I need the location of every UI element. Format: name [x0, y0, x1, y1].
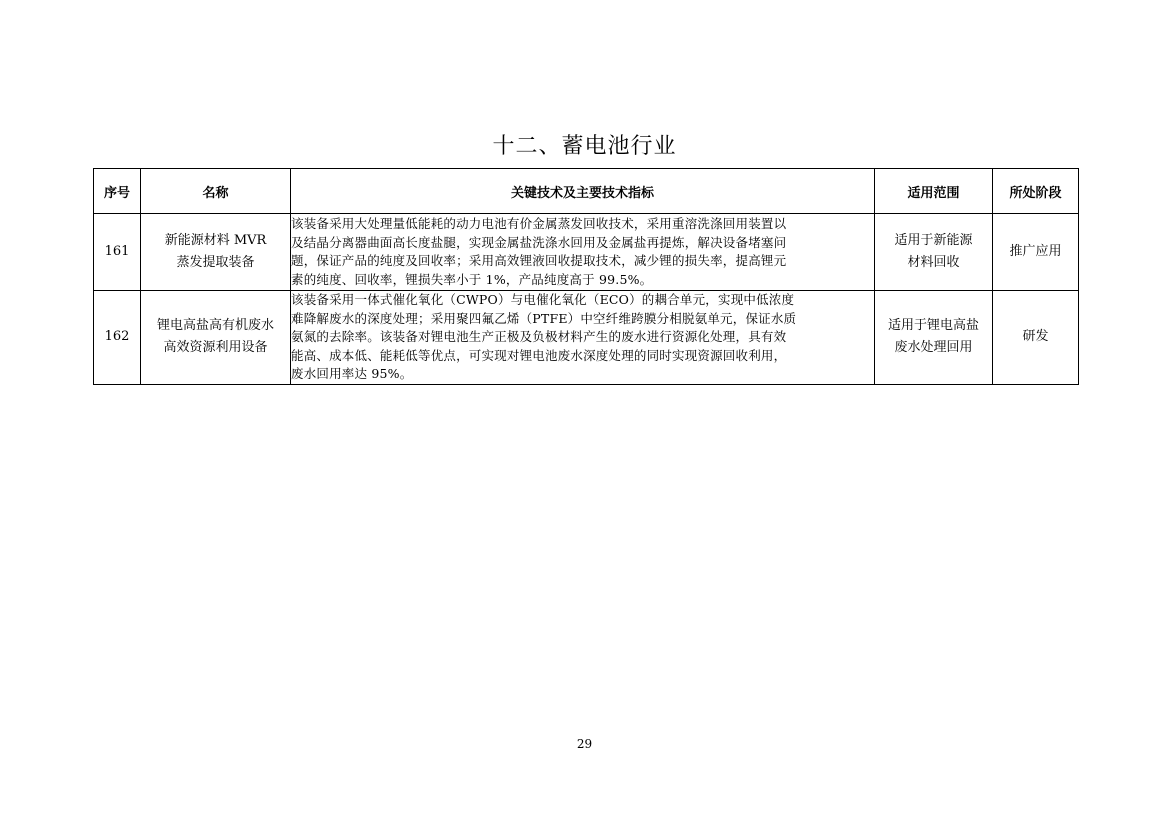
- header-name: 名称: [141, 169, 291, 214]
- description-line: 难降解废水的深度处理；采用聚四氟乙烯（PTFE）中空纤维跨膜分相脱氨单元，保证水质: [291, 310, 797, 326]
- row-no: 162: [94, 291, 141, 385]
- name-line: 新能源材料 MVR: [164, 233, 267, 248]
- header-no: 序号: [94, 169, 141, 214]
- row-description: [291, 291, 875, 385]
- row-scope: [875, 291, 993, 385]
- scope-line: 材料回收: [907, 255, 960, 270]
- page-number: 29: [576, 737, 593, 751]
- row-name: [141, 214, 291, 291]
- description-line: 废水回用率达 95%。: [291, 366, 413, 381]
- name-line: 高效资源利用设备: [163, 340, 268, 356]
- header-scope: 适用范围: [875, 169, 993, 214]
- name-line: 蒸发提取装备: [176, 255, 255, 270]
- row-description: [291, 214, 875, 291]
- description-line: 氨氮的去除率。该装备对锂电池生产正极及负极材料产生的废水进行资源化处理，具有效: [291, 329, 787, 344]
- name-line: 锂电高盐高有机废水: [156, 318, 274, 334]
- row-scope: [875, 214, 993, 291]
- scope-line: 适用于锂电高盐: [887, 318, 979, 334]
- table-row: [94, 291, 1079, 385]
- equipment-table: [93, 168, 1079, 385]
- description-line: 题，保证产品的纯度及回收率；采用高效锂液回收提取技术，减少锂的损失率，提高锂元: [291, 253, 787, 268]
- row-no: 161: [94, 214, 141, 291]
- row-stage: 推广应用: [993, 214, 1079, 291]
- row-name: [141, 291, 291, 385]
- scope-line: 适用于新能源: [894, 233, 973, 248]
- header-stage: 所处阶段: [993, 169, 1079, 214]
- scope-line: 废水处理回用: [894, 340, 973, 356]
- section-title: 十二、蓄电池行业: [492, 134, 677, 159]
- description-line: 能高、成本低、能耗低等优点，可实现对锂电池废水深度处理的同时实现资源回收利用，: [291, 347, 787, 363]
- description-line: 及结晶分离器曲面高长度盐腿，实现金属盐洗涤水回用及金属盐再提炼，解决设备堵塞问: [291, 234, 787, 250]
- header-tech: 关键技术及主要技术指标: [291, 169, 875, 214]
- description-line: 该装备采用一体式催化氧化（CWPO）与电催化氧化（ECO）的耦合单元，实现中低浓度: [291, 292, 795, 307]
- table-row: [94, 214, 1079, 291]
- table-header-row: [94, 169, 1079, 214]
- description-line: 素的纯度、回收率，锂损失率小于 1%，产品纯度高于 99.5%。: [291, 271, 653, 287]
- row-stage: 研发: [993, 291, 1079, 385]
- description-line: 该装备采用大处理量低能耗的动力电池有价金属蒸发回收技术，采用重溶洗涤回用装置以: [291, 216, 787, 231]
